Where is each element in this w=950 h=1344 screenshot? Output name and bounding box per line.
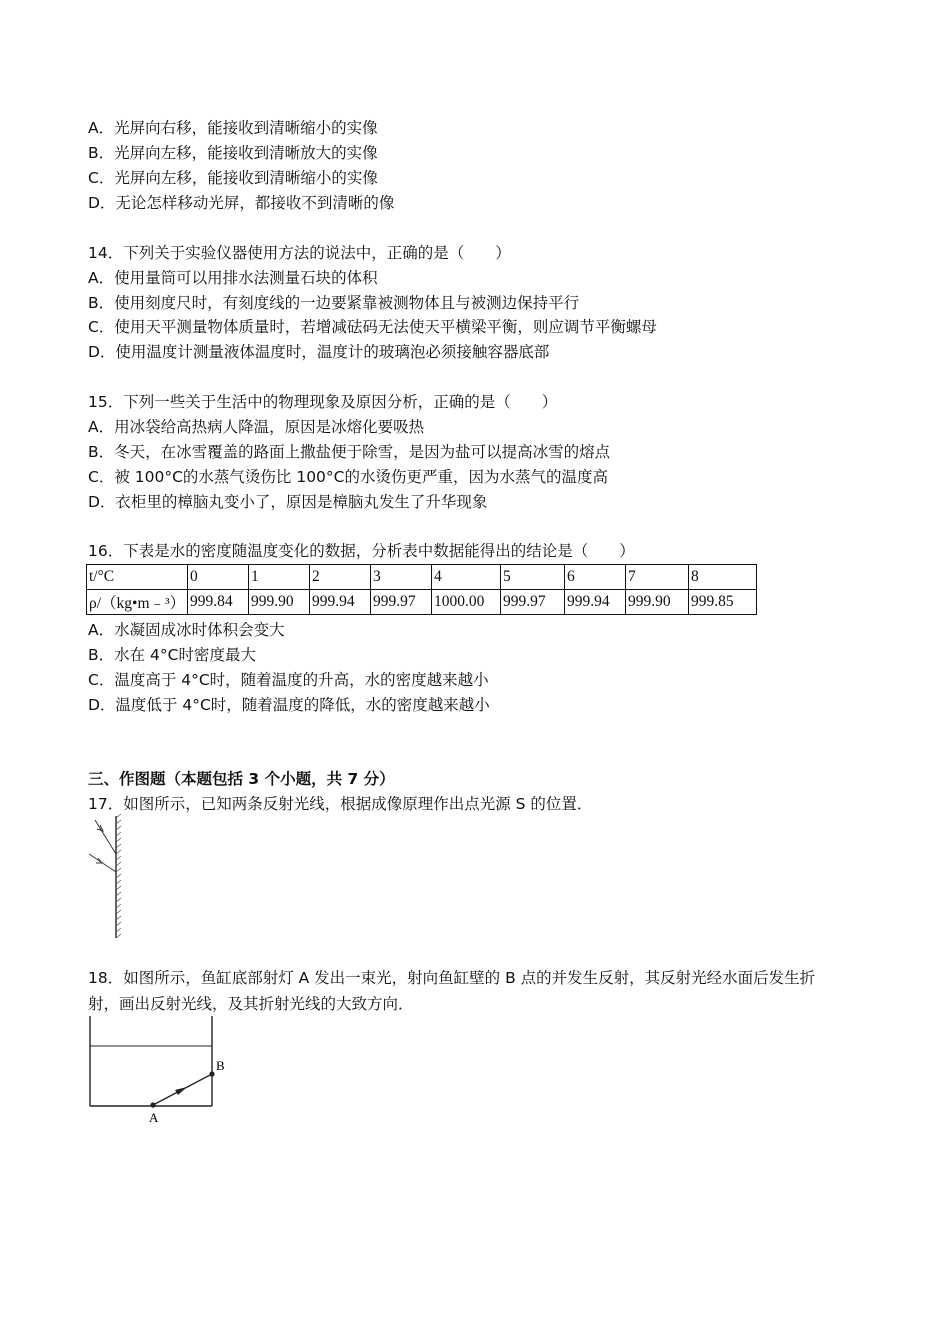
q16-option-c: C．温度高于 4°C时，随着温度的升高，水的密度越来越小 (88, 671, 489, 689)
table-cell: 8 (689, 565, 757, 590)
q18-stem-line-2: 射，画出反射光线，及其折射光线的大致方向． (88, 995, 414, 1013)
table-cell: 999.85 (689, 590, 757, 615)
q13-option-b: B．光屏向左移，能接收到清晰放大的实像 (88, 144, 378, 162)
reflected-ray-2 (89, 854, 116, 872)
table-cell: 6 (565, 565, 626, 590)
point-b (209, 1071, 214, 1076)
q14-stem: 14．下列关于实验仪器使用方法的说法中，正确的是（ ） (88, 244, 511, 262)
label-b: B (216, 1058, 225, 1073)
point-a (150, 1102, 155, 1107)
q16-option-d: D．温度低于 4°C时，随着温度的降低，水的密度越来越小 (88, 696, 490, 714)
q13-option-d: D．无论怎样移动光屏，都接收不到清晰的像 (88, 194, 395, 212)
table-cell: 5 (501, 565, 565, 590)
table-cell: 999.90 (626, 590, 689, 615)
table-cell: 999.84 (188, 590, 249, 615)
label-a: A (149, 1110, 159, 1125)
table-cell: 0 (188, 565, 249, 590)
q13-option-a: A．光屏向右移，能接收到清晰缩小的实像 (88, 119, 378, 137)
table-cell: 999.94 (310, 590, 371, 615)
q17-stem: 17．如图所示，已知两条反射光线，根据成像原理作出点光源 S 的位置． (88, 795, 593, 813)
q18-fish-tank-diagram (86, 1016, 236, 1128)
q14-option-c: C．使用天平测量物体质量时，若增减砝码无法使天平横梁平衡，则应调节平衡螺母 (88, 318, 657, 336)
q14-option-a: A．使用量筒可以用排水法测量石块的体积 (88, 269, 378, 287)
table-header-temperature: t/°C (87, 565, 188, 590)
table-row-density (87, 590, 757, 615)
table-cell: 999.90 (249, 590, 310, 615)
density-table (86, 564, 757, 615)
mirror-surface (116, 814, 121, 938)
q14-option-b: B．使用刻度尺时，有刻度线的一边要紧靠被测物体且与被测边保持平行 (88, 294, 580, 312)
section-heading: 三、作图题（本题包括 3 个小题，共 7 分） (88, 770, 395, 788)
fish-tank (90, 1016, 212, 1106)
table-cell: 999.94 (565, 590, 626, 615)
q17-mirror-diagram (86, 814, 130, 942)
table-cell: 4 (432, 565, 501, 590)
q16-option-b: B．水在 4°C时密度最大 (88, 646, 256, 664)
table-cell: 2 (310, 565, 371, 590)
q15-option-a: A．用冰袋给高热病人降温，原因是冰熔化要吸热 (88, 418, 425, 436)
q16-stem: 16．下表是水的密度随温度变化的数据，分析表中数据能得出的结论是（ ） (88, 542, 635, 560)
q13-option-c: C．光屏向左移，能接收到清晰缩小的实像 (88, 169, 378, 187)
table-cell: 1000.00 (432, 590, 501, 615)
q18-stem-line-1: 18．如图所示，鱼缸底部射灯 A 发出一束光，射向鱼缸壁的 B 点的并发生反射，其反射光经水面后发生折 (88, 969, 816, 987)
reflected-ray-1 (95, 820, 116, 854)
q15-option-d: D．衣柜里的樟脑丸变小了，原因是樟脑丸发生了升华现象 (88, 493, 488, 511)
table-header-density: ρ/（kg•m﹣³） (87, 590, 188, 615)
table-cell: 3 (371, 565, 432, 590)
table-cell: 1 (249, 565, 310, 590)
table-row-temperature (87, 565, 757, 590)
q15-option-c: C．被 100°C的水蒸气烫伤比 100°C的水烫伤更严重，因为水蒸气的温度高 (88, 468, 608, 486)
q15-option-b: B．冬天，在冰雪覆盖的路面上撒盐便于除雪，是因为盐可以提高冰雪的熔点 (88, 443, 611, 461)
table-cell: 999.97 (371, 590, 432, 615)
q16-option-a: A．水凝固成冰时体积会变大 (88, 621, 285, 639)
light-ray-a-to-b (153, 1074, 212, 1105)
table-cell: 7 (626, 565, 689, 590)
table-cell: 999.97 (501, 590, 565, 615)
q15-stem: 15．下列一些关于生活中的物理现象及原因分析，正确的是（ ） (88, 393, 558, 411)
q14-option-d: D．使用温度计测量液体温度时，温度计的玻璃泡必须接触容器底部 (88, 343, 550, 361)
